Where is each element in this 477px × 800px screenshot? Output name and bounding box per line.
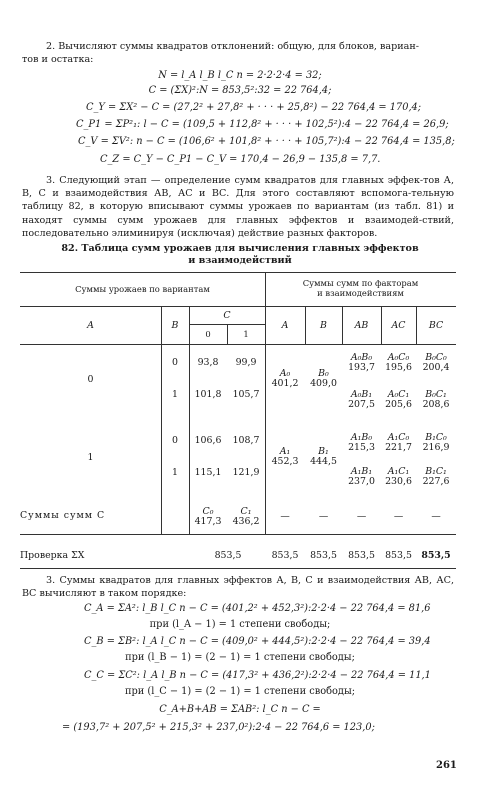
sum-c0-label: C₀ <box>202 506 214 517</box>
cell-b1-label: B₁ <box>318 446 329 457</box>
equation-ca: C_A = ΣA²: l_B l_C n − C = (401,2² + 452,3²):2·2·4 − 22 764,4 = 81,6 <box>84 603 431 614</box>
cell-b1-value: 444,5 <box>310 456 337 467</box>
check-value-a: 853,5 <box>271 550 299 561</box>
sum-dash-b: — <box>318 511 329 522</box>
cell-c0: 115,1 <box>194 467 222 478</box>
header-right-1: Суммы сумм по факторам <box>302 278 419 288</box>
sum-c0-value: 417,3 <box>194 516 222 527</box>
cell-c1: 108,7 <box>232 435 260 446</box>
cell-ac-value: 205,6 <box>385 399 412 410</box>
check-value-c: 853,5 <box>214 550 242 561</box>
sum-c1-label: C₁ <box>240 506 252 517</box>
cell-c1: 99,9 <box>235 357 257 368</box>
cell-a0-label: A₀ <box>279 368 291 379</box>
header-col-c: C <box>223 310 231 321</box>
equation-cab-value: = (193,7² + 207,5² + 215,3² + 237,0²):2·4 − 22 764,6 = 123,0; <box>62 722 375 733</box>
equation-ca-df: при (l_A − 1) = 1 степени свободы; <box>149 619 331 630</box>
cell-ab-label: A₀B₁ <box>350 389 373 400</box>
header-col-c0: 0 <box>205 329 211 339</box>
header-col-b: B <box>171 320 179 331</box>
paragraph-3b: 3. Суммы квадратов для главных эффектов А, В, С и взаимодействия АВ, АС, ВС вычисляют в таком порядке: <box>22 575 454 600</box>
table-rule-bottom <box>20 568 456 569</box>
page-number: 261 <box>436 760 457 771</box>
equation-cz: C_Z = C_Y − C_P1 − C_V = 170,4 − 26,9 − 135,8 = 7,7. <box>100 154 381 165</box>
check-value-ab: 853,5 <box>348 550 375 561</box>
table-rule-top <box>20 272 456 273</box>
header-col-rb: B <box>320 320 327 331</box>
table-rule-after-sums <box>20 534 456 535</box>
check-value-bc: 853,5 <box>421 550 451 561</box>
table-vline-main <box>265 272 266 534</box>
cell-ab-label: A₁B₁ <box>350 466 373 477</box>
table-title-line1: 82. Таблица сумм урожаев для вычисления главных эффектов <box>61 243 419 254</box>
equation-cb-df: при (l_B − 1) = (2 − 1) = 1 степени свободы; <box>125 652 355 663</box>
sum-dash-ac: — <box>393 511 404 522</box>
cell-ac-value: 230,6 <box>385 476 412 487</box>
cell-ac-label: A₁C₀ <box>387 432 410 443</box>
table-title-line2: и взаимодействий <box>188 255 292 266</box>
header-col-ac: AC <box>391 320 406 331</box>
cell-a1-label: A₁ <box>279 446 291 457</box>
header-left: Суммы урожаев по вариантам <box>75 284 210 294</box>
cell-ac-label: A₁C₁ <box>387 466 410 477</box>
sum-dash-a: — <box>280 511 290 522</box>
equation-cc: C_C = ΣC²: l_A l_B n − C = (417,3² + 436,2²):2·2·4 − 22 764,4 = 11,1 <box>84 670 431 681</box>
header-col-ra: A <box>281 320 289 331</box>
table-rule-header-bottom <box>20 344 456 345</box>
cell-ac-value: 221,7 <box>385 442 412 453</box>
equation-cv: C_V = ΣV²: n − C = (106,6² + 101,8² + · · · + 105,7²):4 − 22 764,4 = 135,8; <box>78 136 455 147</box>
cell-ac-value: 195,6 <box>385 362 412 373</box>
paragraph-2-line2: тов и остатка: <box>22 54 94 65</box>
cell-ac-label: A₀C₀ <box>387 352 410 363</box>
cell-a0-value: 401,2 <box>271 378 299 389</box>
equation-cab: C_A+B+AB = ΣAB²: l_C n − C = <box>159 704 321 715</box>
cell-c0: 93,8 <box>197 357 219 368</box>
cell-bc-label: B₀C₁ <box>425 389 447 400</box>
cell-bc-label: B₁C₀ <box>425 432 447 443</box>
cell-ab-value: 193,7 <box>348 362 375 373</box>
cell-c1: 121,9 <box>232 467 260 478</box>
check-value-b: 853,5 <box>310 550 337 561</box>
sum-c1-value: 436,2 <box>232 516 260 527</box>
equation-n: N = l_A l_B l_C n = 2·2·2·4 = 32; <box>158 70 322 81</box>
equation-cy: C_Y = ΣX² − C = (27,2² + 27,8² + · · · + 25,8²) − 22 764,4 = 170,4; <box>86 102 422 113</box>
cell-b0-value: 409,0 <box>310 378 337 389</box>
header-col-a: A <box>87 320 94 331</box>
cell-ab-value: 237,0 <box>348 476 375 487</box>
table-vline-b-c <box>189 306 190 534</box>
cell-bc-label: B₀C₀ <box>425 352 447 363</box>
cell-ab-label: A₁B₀ <box>350 432 373 443</box>
cell-c1: 105,7 <box>232 389 260 400</box>
cell-bc-label: B₁C₁ <box>425 466 447 477</box>
cell-ac-label: A₀C₁ <box>387 389 410 400</box>
cell-ab-value: 207,5 <box>348 399 375 410</box>
paragraph-2-line1: 2. Вычисляют суммы квадратов отклонений: общую, для блоков, вариан- <box>46 41 419 52</box>
cell-b: 1 <box>172 467 178 478</box>
header-col-ab: AB <box>354 320 369 331</box>
row-a1-label: 1 <box>87 452 94 463</box>
header-col-c1: 1 <box>243 329 249 339</box>
sum-dash-bc: — <box>431 511 441 522</box>
equation-cp1: C_P1 = ΣP²₁: l − C = (109,5 + 112,8² + · · · + 102,5²):4 − 22 764,4 = 26,9; <box>76 119 449 130</box>
cell-bc-value: 216,9 <box>422 442 450 453</box>
cell-bc-value: 200,4 <box>422 362 450 373</box>
table-vline-a-b <box>161 306 162 534</box>
cell-b0-label: B₀ <box>318 368 329 379</box>
cell-bc-value: 227,6 <box>422 476 450 487</box>
cell-ab-value: 215,3 <box>348 442 375 453</box>
header-col-bc: BC <box>428 320 444 331</box>
cell-ab-label: A₀B₀ <box>350 352 373 363</box>
cell-b: 0 <box>172 435 178 446</box>
paragraph-3: 3. Следующий этап — определение сумм квадратов для главных эффек-тов А, В, С и взаимодействия АВ, АС и ВС. Для этого составляют вспомога-тельную таблицу 82, в которую вписывают суммы урожаев по вариантам (из табл. 81) и находят суммы сумм урожаев для главных эффектов и взаимодей-ствий, последовательно элиминируя (исключая) действие разных факторов. <box>22 175 454 239</box>
cell-c0: 106,6 <box>194 435 222 446</box>
sums-row-label: Суммы сумм C <box>20 510 106 521</box>
sum-dash-ab: — <box>356 511 367 522</box>
header-right-2: и взаимодействиям <box>317 288 404 298</box>
cell-c0: 101,8 <box>194 389 222 400</box>
check-label: Проверка ΣX <box>20 550 85 561</box>
row-a0-label: 0 <box>87 374 94 385</box>
cell-a1-value: 452,3 <box>271 456 299 467</box>
equation-cb: C_B = ΣB²: l_A l_C n − C = (409,0² + 444,5²):2·2·4 − 22 764,4 = 39,4 <box>84 636 431 647</box>
equation-c: C = (ΣX)²:N = 853,5²:32 = 22 764,4; <box>148 85 332 96</box>
check-value-ac: 853,5 <box>385 550 412 561</box>
cell-bc-value: 208,6 <box>422 399 450 410</box>
cell-b: 0 <box>172 357 178 368</box>
table-rule-header-mid <box>20 306 456 307</box>
cell-b: 1 <box>172 389 178 400</box>
equation-cc-df: при (l_C − 1) = (2 − 1) = 1 степени свободы; <box>124 686 356 697</box>
